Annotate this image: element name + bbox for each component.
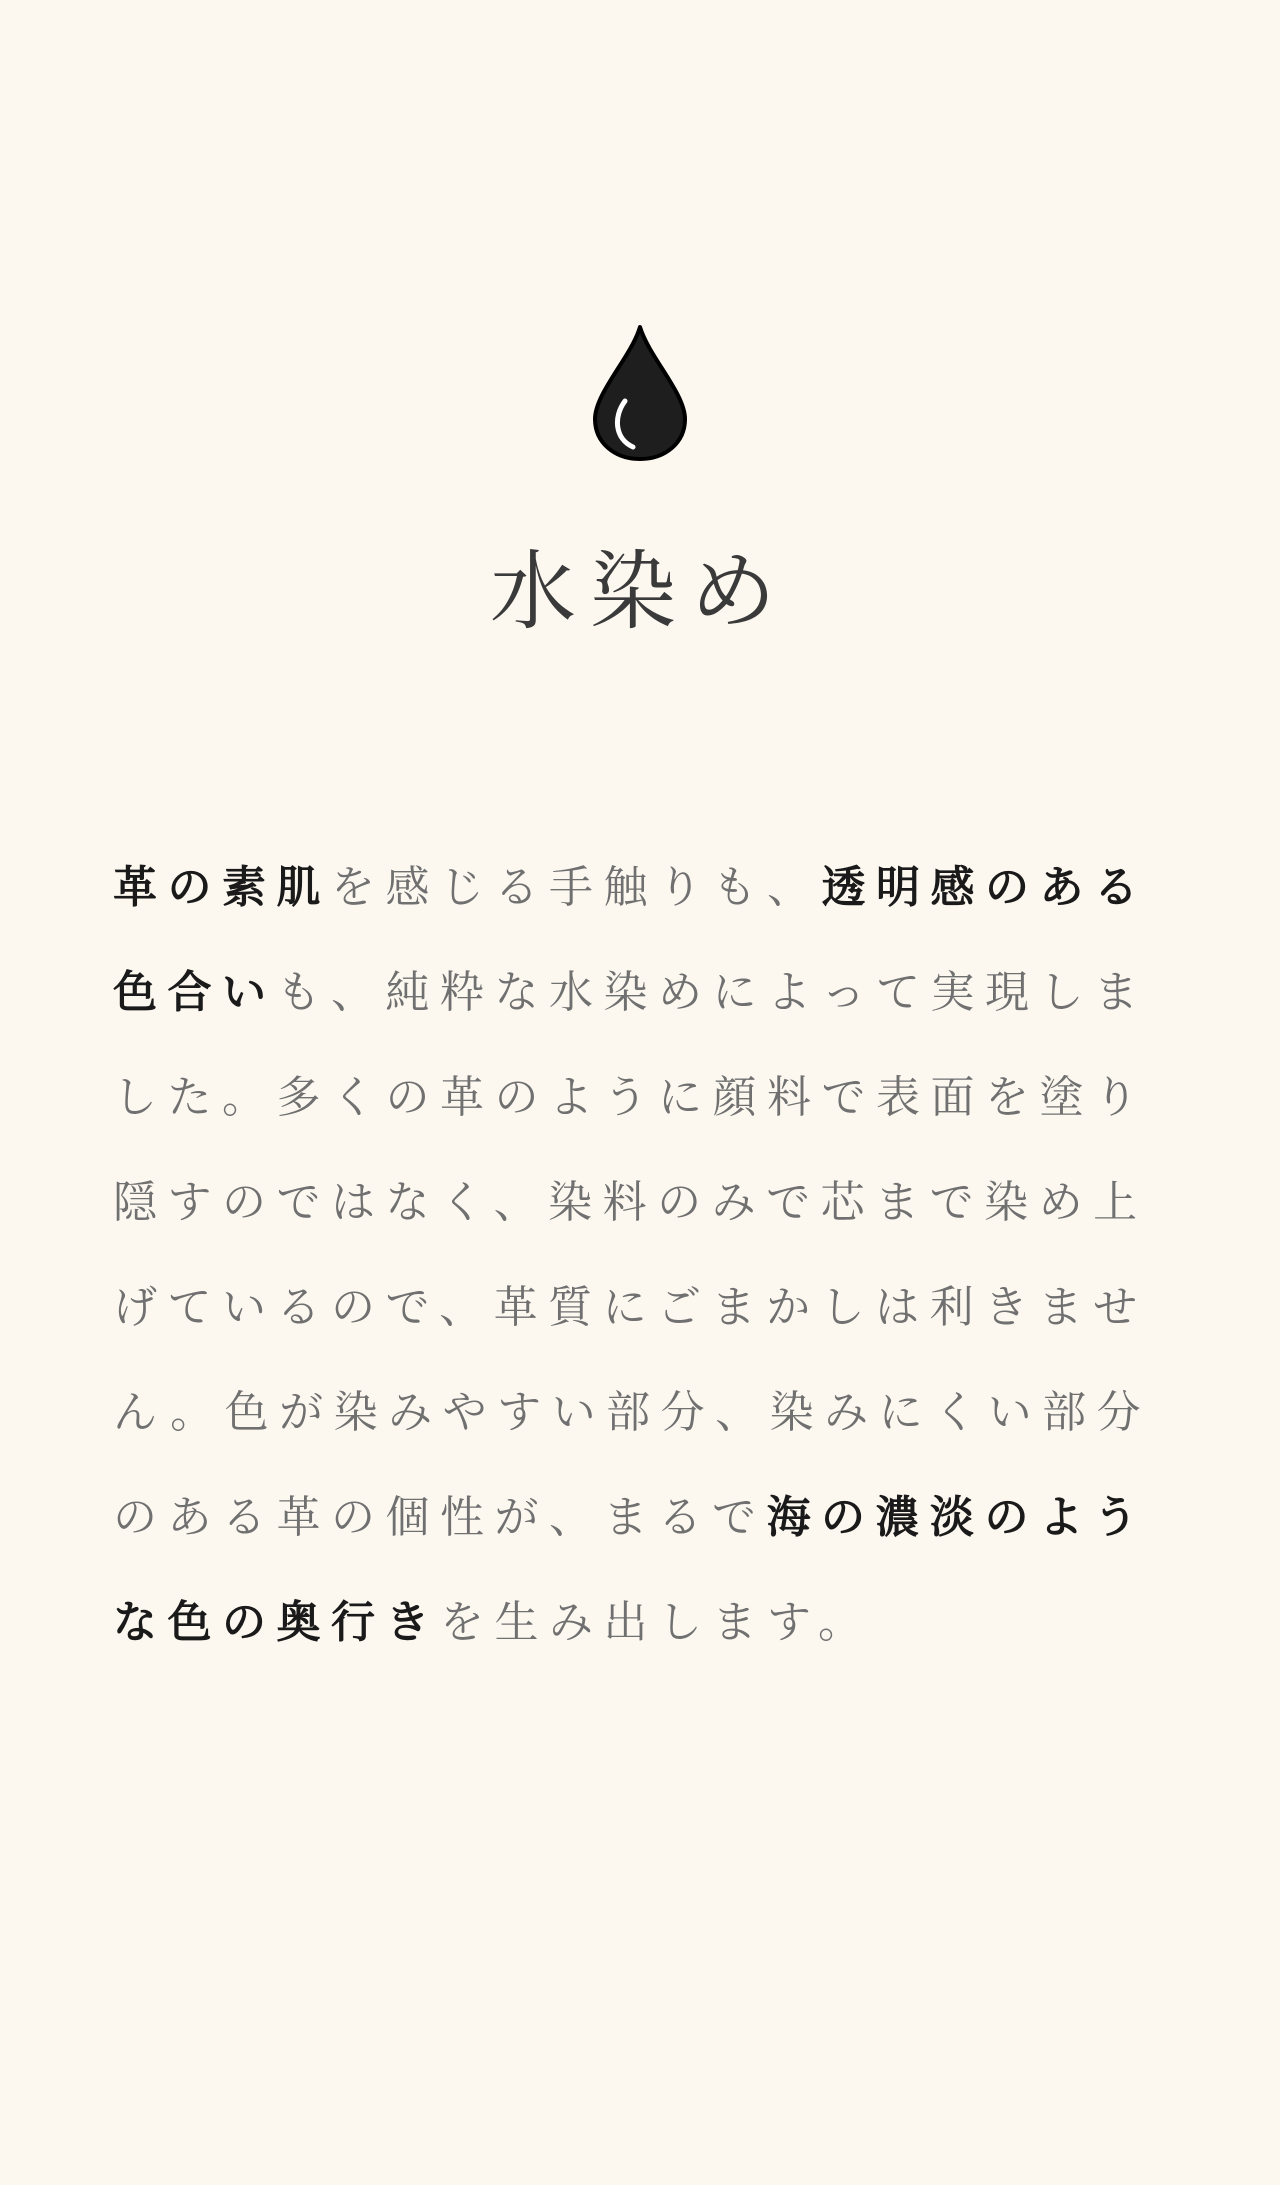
description-paragraph xyxy=(113,835,1173,1675)
emphasis-text: 透明感のある色合い xyxy=(113,862,1149,1018)
emphasis-text: 革の素肌 xyxy=(113,862,331,913)
body-text: を生み出します。 xyxy=(440,1597,873,1648)
body-text: も、純粋な水染めによって実現しました。多くの革のように顔料で表面を塗り隠すのではなく、染料のみで芯まで染め上げているので、革質にごまかしは利きません。色が染みやすい部分、染みにくい部分のある革の個性が、まるで xyxy=(113,967,1152,1543)
section-title: 水染め xyxy=(490,542,790,642)
water-drop-icon xyxy=(591,323,689,463)
emphasis-text: 海の濃淡のような色の奥行き xyxy=(113,1492,1149,1648)
body-text: を感じる手触りも、 xyxy=(331,862,822,913)
